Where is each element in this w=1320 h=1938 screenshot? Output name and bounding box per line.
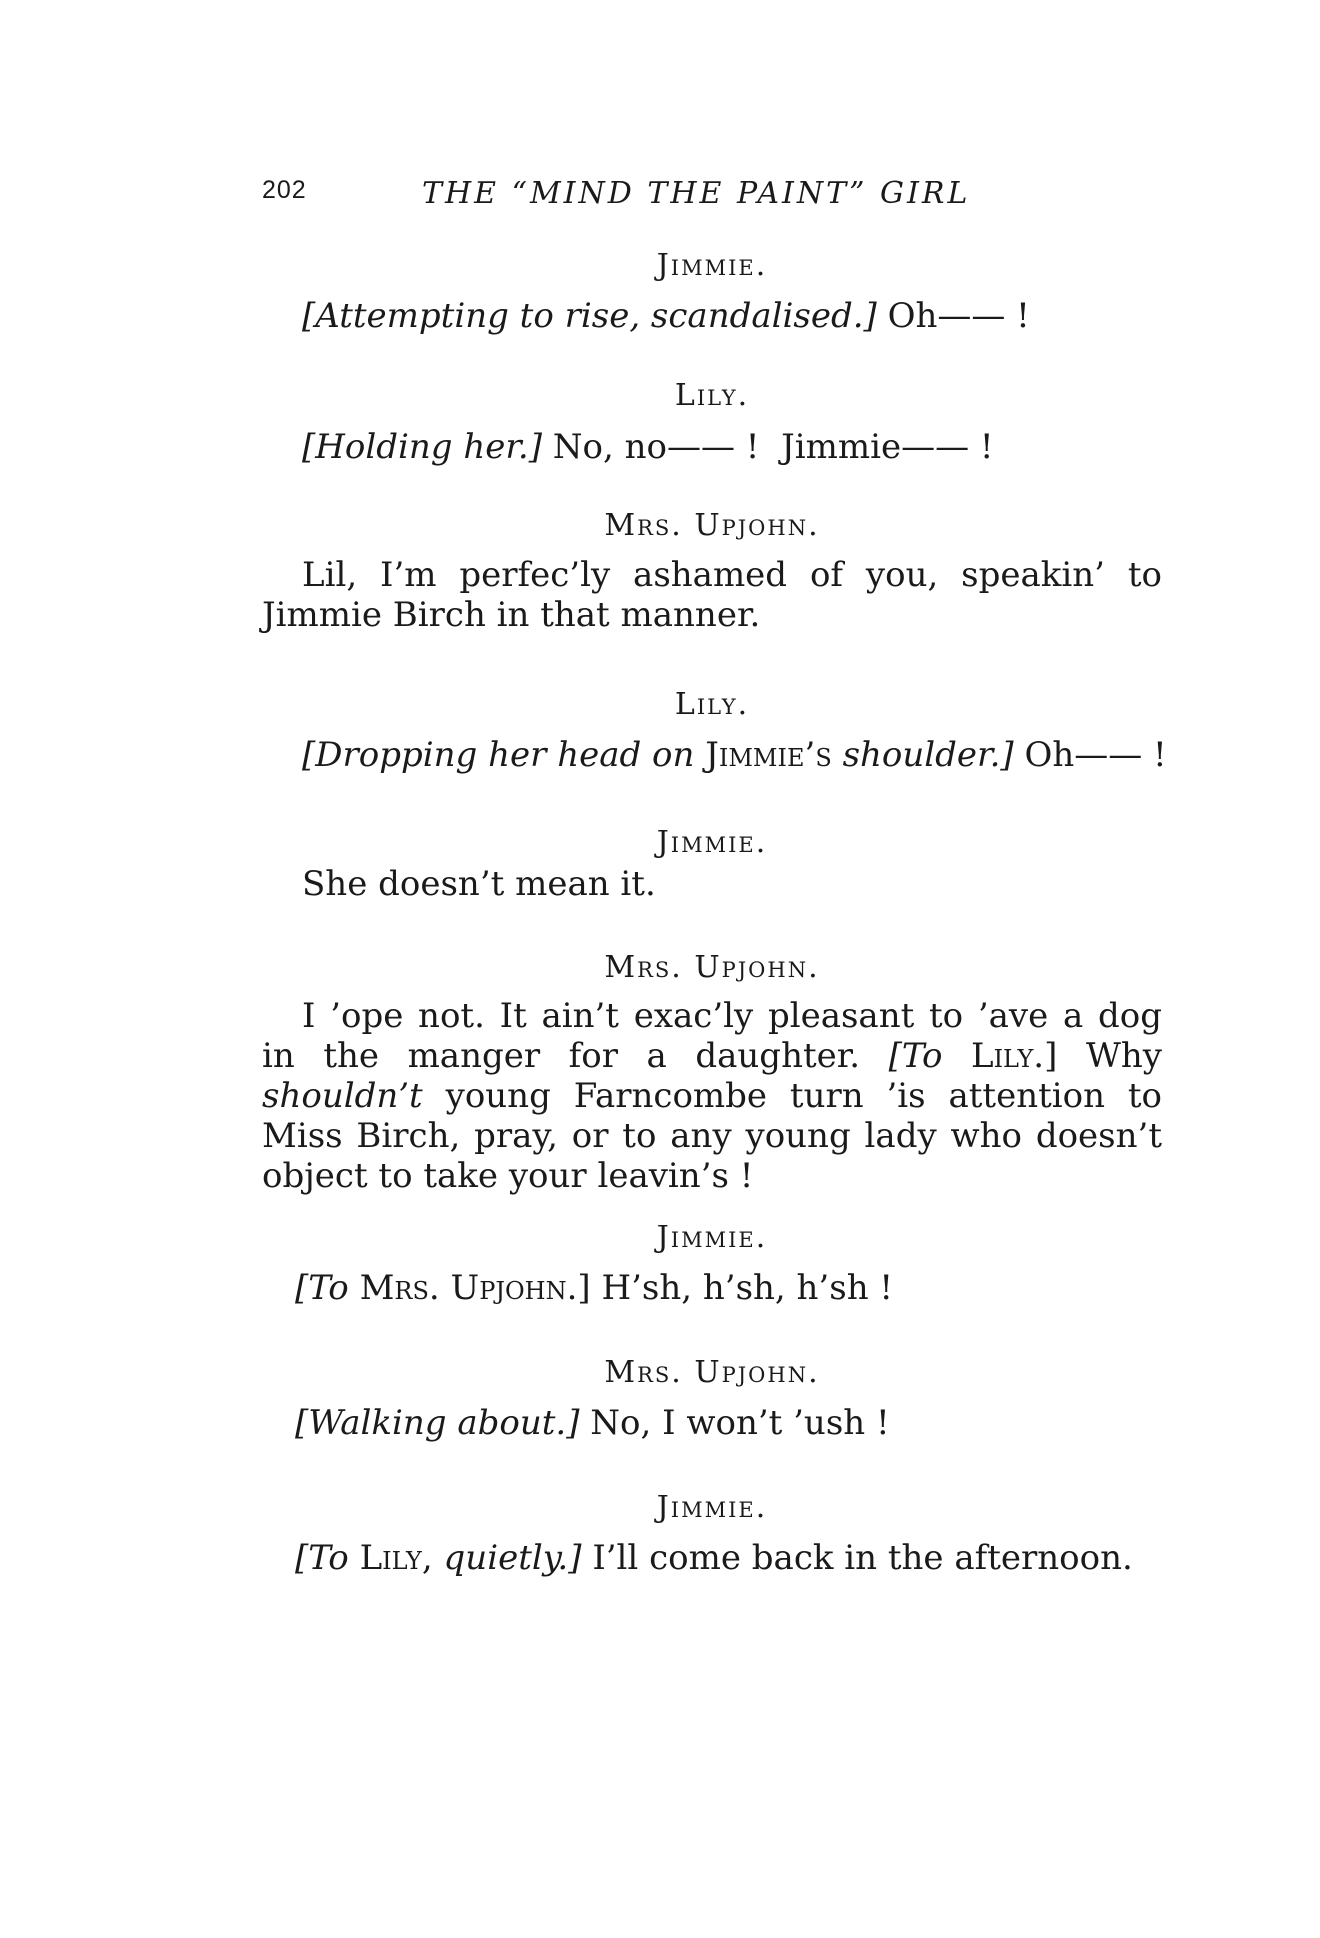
- speaker-mrs-upjohn: Mrs. Upjohn.: [604, 950, 820, 985]
- speaker-jimmie: Jimmie.: [656, 825, 768, 860]
- dialogue-paragraph: [262, 555, 1162, 635]
- stage-direction-name: Jimmie’s: [705, 735, 832, 775]
- dialogue-text: Lil, I’m perfec’ly ashamed of you, speakin’ to Jimmie Birch in that manner.: [262, 555, 1162, 635]
- speaker-name: [262, 1355, 1162, 1390]
- speaker-jimmie: Jimmie.: [656, 1220, 768, 1255]
- stage-direction: [Walking about.]: [295, 1403, 580, 1443]
- running-header: [262, 176, 1002, 216]
- stage-direction-name: Mrs. Upjohn.]: [359, 1268, 591, 1308]
- speaker-jimmie: Jimmie.: [656, 248, 768, 283]
- speaker-name: [262, 687, 1162, 722]
- speaker-name: [262, 1220, 1162, 1255]
- dialogue-line: [302, 864, 656, 904]
- page-number: 202: [262, 176, 307, 204]
- stage-direction: [To: [888, 1036, 943, 1076]
- dialogue-text: Why: [1085, 1036, 1162, 1076]
- dialogue-line: [295, 1268, 893, 1308]
- stage-direction: [Dropping her head on: [302, 735, 695, 775]
- speaker-name: [262, 825, 1162, 860]
- dialogue-line: [302, 735, 1167, 775]
- dialogue-line: [302, 296, 1030, 336]
- stage-direction: quietly.]: [443, 1538, 582, 1578]
- dialogue-line: [295, 1403, 890, 1443]
- dialogue-text: young Farncombe turn ’is attention to Miss Birch, pray, or to any young lady who doesn’t object to take your leavin’s !: [262, 1076, 1162, 1196]
- dialogue-line: [295, 1538, 1133, 1578]
- stage-direction-name: Lily,: [359, 1538, 433, 1578]
- speaker-jimmie: Jimmie.: [656, 1490, 768, 1525]
- dialogue-text: No, no—— ! Jimmie—— !: [552, 427, 994, 467]
- stage-direction: shoulder.]: [842, 735, 1014, 775]
- speaker-mrs-upjohn: Mrs. Upjohn.: [604, 508, 820, 543]
- stage-direction: [To: [295, 1268, 349, 1308]
- dialogue-text: Oh—— !: [1024, 735, 1167, 775]
- running-title: THE “MIND THE PAINT” GIRL: [422, 176, 971, 211]
- dialogue-text: I’ll come back in the afternoon.: [592, 1538, 1133, 1578]
- speaker-name: [262, 950, 1162, 985]
- dialogue-text: She doesn’t mean it.: [302, 864, 656, 904]
- stage-direction-name: Lily.]: [970, 1036, 1058, 1076]
- dialogue-text: I ’ope not. It ain’t exac’ly pleasant to ’ave a dog in the manger for a daughter.: [262, 996, 1162, 1076]
- emphasis: shouldn’t: [262, 1076, 423, 1116]
- dialogue-paragraph: [262, 996, 1162, 1196]
- stage-direction: [Holding her.]: [302, 427, 542, 467]
- speaker-mrs-upjohn: Mrs. Upjohn.: [604, 1355, 820, 1390]
- dialogue-line: [302, 427, 994, 467]
- speaker-name: [262, 378, 1162, 413]
- speaker-lily: Lily.: [674, 687, 750, 722]
- speaker-lily: Lily.: [674, 378, 750, 413]
- dialogue-text: H’sh, h’sh, h’sh !: [601, 1268, 894, 1308]
- speaker-name: [262, 508, 1162, 543]
- dialogue-text: No, I won’t ’ush !: [590, 1403, 890, 1443]
- speaker-name: [262, 248, 1162, 283]
- dialogue-text: Oh—— !: [887, 296, 1030, 336]
- speaker-name: [262, 1490, 1162, 1525]
- stage-direction: [Attempting to rise, scandalised.]: [302, 296, 877, 336]
- stage-direction: [To: [295, 1538, 349, 1578]
